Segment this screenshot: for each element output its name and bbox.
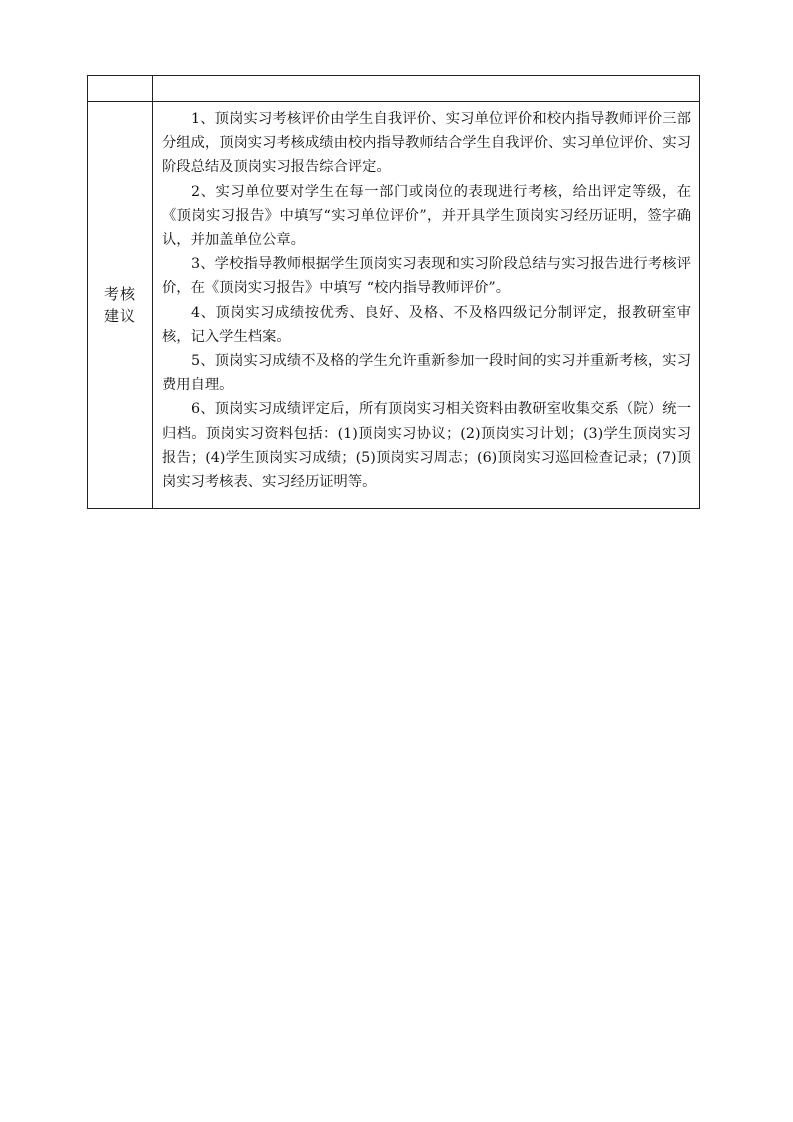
paragraph-list: [153, 102, 699, 494]
assessment-table: [87, 75, 700, 509]
paragraph-1: 1、顶岗实习考核评价由学生自我评价、实习单位评价和校内指导教师评价三部分组成，顶岗实习考核成绩由校内指导教师结合学生自我评价、实习单位评价、实习阶段总结及顶岗实习报告综合评定。: [162, 111, 691, 176]
table-row-empty: [88, 76, 700, 102]
empty-label-cell: [88, 76, 153, 102]
paragraph-2: 2、实习单位要对学生在每一部门或岗位的表现进行考核，给出评定等级，在《顶岗实习报告》中填写“实习单位评价”，并开具学生顶岗实习经历证明，签字确认，并加盖单位公章。: [162, 183, 691, 249]
paragraph-6: 6、顶岗实习成绩评定后，所有顶岗实习相关资料由教研室收集交系（院）统一归档。顶岗实习资料包括：(1)顶岗实习协议；(2)顶岗实习计划；(3)学生顶岗实习报告；(4)学生顶岗实习成绩；(5)顶岗实习周志；(6)顶岗实习巡回检查记录；(7)顶岗实习考核表、实习经历证明等。: [162, 401, 691, 491]
paragraph-5: 5、顶岗实习成绩不及格的学生允许重新参加一段时间的实习并重新考核，实习费用自理。: [162, 353, 691, 394]
table-row-assessment: [88, 102, 700, 509]
empty-content-cell: [153, 76, 700, 102]
content-cell: [153, 102, 700, 509]
paragraph-3: 3、学校指导教师根据学生顶岗实习表现和实习阶段总结与实习报告进行考核评价，在《顶岗实习报告》中填写 “校内指导教师评价”。: [162, 256, 691, 297]
label-cell: [88, 102, 153, 509]
assessment-label: 考核建议: [103, 285, 136, 325]
paragraph-4: 4、顶岗实习成绩按优秀、良好、及格、不及格四级记分制评定，报教研室审核，记入学生档案。: [162, 304, 691, 345]
